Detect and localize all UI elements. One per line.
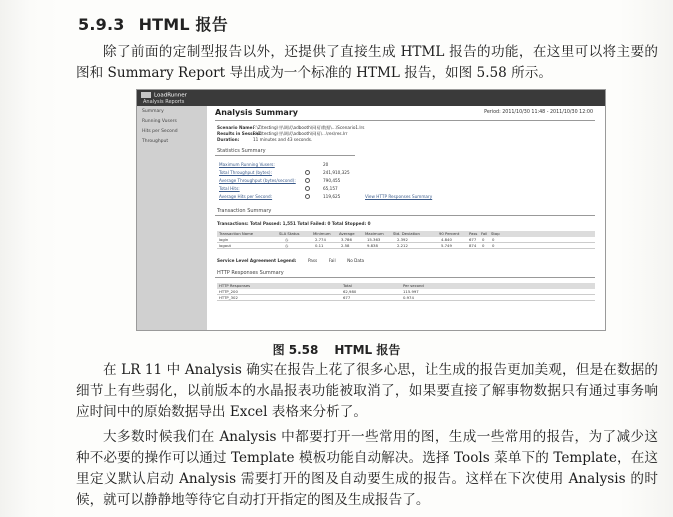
stat-value-total-throughput: 241,910,325 <box>323 170 350 175</box>
sla-fail: Fail <box>328 258 336 263</box>
report-brand: LoadRunner <box>154 92 187 99</box>
clock-icon <box>305 186 310 191</box>
txn-table <box>217 231 595 249</box>
table-row <box>217 295 595 301</box>
clock-icon: ◷ <box>285 243 289 248</box>
divider <box>215 215 595 216</box>
hp-logo-icon <box>141 92 151 98</box>
txn-cell: 15.363 <box>367 237 381 242</box>
stats-heading: Statistics Summary <box>217 148 266 154</box>
txn-cell: login <box>219 237 229 242</box>
stat-label-total-throughput[interactable]: Total Throughput (bytes): <box>219 170 272 175</box>
txn-cell: 5.749 <box>441 243 452 248</box>
stat-label-avg-throughput[interactable]: Average Throughput (bytes/second): <box>219 178 296 183</box>
section-title: HTML 报告 <box>138 15 228 34</box>
txn-col-min: Minimum <box>313 231 331 236</box>
figure-caption <box>0 341 673 358</box>
sla-legend <box>217 258 364 263</box>
txn-cell: 4.840 <box>441 237 452 242</box>
txn-col-90: 90 Percent <box>439 231 460 236</box>
http-col-per-second: Per second <box>403 283 424 288</box>
scenario-label: Scenario Name: <box>217 125 255 130</box>
duration-label: Duration: <box>217 137 240 142</box>
txn-cell: 0 <box>482 243 485 248</box>
section-number: 5.9.3 <box>78 15 125 34</box>
txn-cell: 0.11 <box>315 243 324 248</box>
sidebar-item-hits-per-second[interactable]: Hits per Second <box>142 129 178 134</box>
caption-title: HTML 报告 <box>334 343 401 357</box>
txn-cell: 2.58 <box>341 243 350 248</box>
txn-col-fail: Fail <box>481 231 488 236</box>
stat-label-max-vusers[interactable]: Maximum Running Vusers: <box>219 162 275 167</box>
txn-cell: 0 <box>482 237 485 242</box>
clock-icon <box>305 194 310 199</box>
table-row <box>217 243 595 249</box>
txn-col-avg: Average <box>339 231 355 236</box>
paragraph-template: 大多数时候我们在 Analysis 中都要打开一些常用的图，生成一些常用的报告，为了减少这种不必要的操作可以通过 Template 模板功能自动解决。选择 Tools 菜单下的 Template，在这里定义默认启动 Analysis 需要打开的图及自动要生成的报告。这样在下次使用 Analysis 的时候，就可以静静地等待它自动打开指定的图及生成报告了。 <box>76 429 658 508</box>
sla-pass: Pass <box>307 258 318 263</box>
duration-value: 11 minutes and 43 seconds. <box>253 137 313 142</box>
report-period: Period: 2011/10/30 11:48 - 2011/10/30 12:00 <box>484 110 593 115</box>
report-subtitle: Analysis Reports <box>143 99 185 105</box>
report-header <box>137 90 606 106</box>
stat-label-total-hits[interactable]: Total Hits: <box>219 186 240 191</box>
scenario-value: F:\Z\testing\书\调试\adbooth\网易\数据\...\Scenario1.lrs <box>253 125 365 130</box>
txn-col-stop: Stop <box>491 231 500 236</box>
http-cell: 0.974 <box>403 295 414 300</box>
stat-value-max-vusers: 20 <box>323 162 329 167</box>
http-table <box>217 283 595 301</box>
http-responses-link[interactable]: View HTTP Responses Summary <box>365 194 433 199</box>
stat-value-total-hits: 65,157 <box>323 186 338 191</box>
http-cell: HTTP_302 <box>219 295 238 300</box>
sla-legend-label: Service Level Agreement Legend: <box>217 258 297 263</box>
txn-cell: 0 <box>492 243 495 248</box>
http-cell: HTTP_200 <box>219 289 238 294</box>
clock-icon: ◷ <box>285 237 289 242</box>
txn-cell: 3.786 <box>341 237 352 242</box>
http-heading: HTTP Responses Summary <box>217 270 284 276</box>
txn-col-sla: SLA Status <box>279 231 300 236</box>
txn-cell: 874 <box>469 243 477 248</box>
txn-col-name: Transaction Name <box>219 231 254 236</box>
section-heading <box>78 12 228 35</box>
paragraph-lr11: 在 LR 11 中 Analysis 确实在报告上花了很多心思，让生成的报告更加美观，但是在数据的细节上有些弱化，以前版本的水晶报表功能被取消了，如果要直接了解事物数据只有通过事务响应时间中的原始数据导出 Excel 表格来分析了。 <box>76 362 658 420</box>
http-cell: 62,980 <box>343 289 357 294</box>
results-value: F:\Z\testing\书\调试\adbooth\网易\...\res\res.lrr <box>253 131 348 136</box>
txn-col-std: Std. Deviation <box>393 231 420 236</box>
http-cell: 677 <box>343 295 351 300</box>
sidebar-item-running-vusers[interactable]: Running Vusers <box>142 119 177 124</box>
paragraph-intro: 除了前面的定制型报告以外，还提供了直接生成 HTML 报告的功能，在这里可以将主要的图和 Summary Report 导出成为一个标准的 HTML 报告，如图 5.58 所示。 <box>76 44 658 81</box>
txn-cell: 9.838 <box>367 243 378 248</box>
clock-icon <box>305 178 310 183</box>
html-report-screenshot <box>136 89 606 331</box>
txn-cell: 677 <box>469 237 477 242</box>
sidebar-item-throughput[interactable]: Throughput <box>142 139 169 144</box>
txn-col-pass: Pass <box>469 231 478 236</box>
duration-row <box>217 137 312 142</box>
http-col-responses: HTTP Responses <box>219 283 251 288</box>
txn-cell: 0 <box>492 237 495 242</box>
report-title: Analysis Summary <box>215 108 298 117</box>
results-label: Results in Session: <box>217 131 262 136</box>
txn-totals: Transactions: Total Passed: 1,551 Total Failed: 0 Total Stopped: 0 <box>217 221 371 226</box>
txn-cell: 2.212 <box>397 243 408 248</box>
divider <box>215 120 595 121</box>
report-sidebar <box>137 106 207 331</box>
stat-label-avg-hits[interactable]: Average Hits per Second: <box>219 194 273 199</box>
stat-value-avg-hits: 119,625 <box>323 194 341 199</box>
report-main <box>215 108 601 330</box>
txn-col-max: Maximum <box>365 231 384 236</box>
http-cell: 115.997 <box>403 289 419 294</box>
divider <box>215 277 595 278</box>
txn-cell: 2.392 <box>397 237 408 242</box>
caption-number: 图 5.58 <box>272 343 319 357</box>
sidebar-item-summary[interactable]: Summary <box>142 109 164 114</box>
divider <box>215 155 355 156</box>
sla-nodata: No Data <box>347 258 365 263</box>
txn-heading: Transaction Summary <box>217 208 272 214</box>
txn-cell: 2.774 <box>315 237 326 242</box>
clock-icon <box>305 170 310 175</box>
http-col-total: Total <box>343 283 352 288</box>
txn-cell: logout <box>219 243 232 248</box>
stat-value-avg-throughput: 790,455 <box>323 178 341 183</box>
